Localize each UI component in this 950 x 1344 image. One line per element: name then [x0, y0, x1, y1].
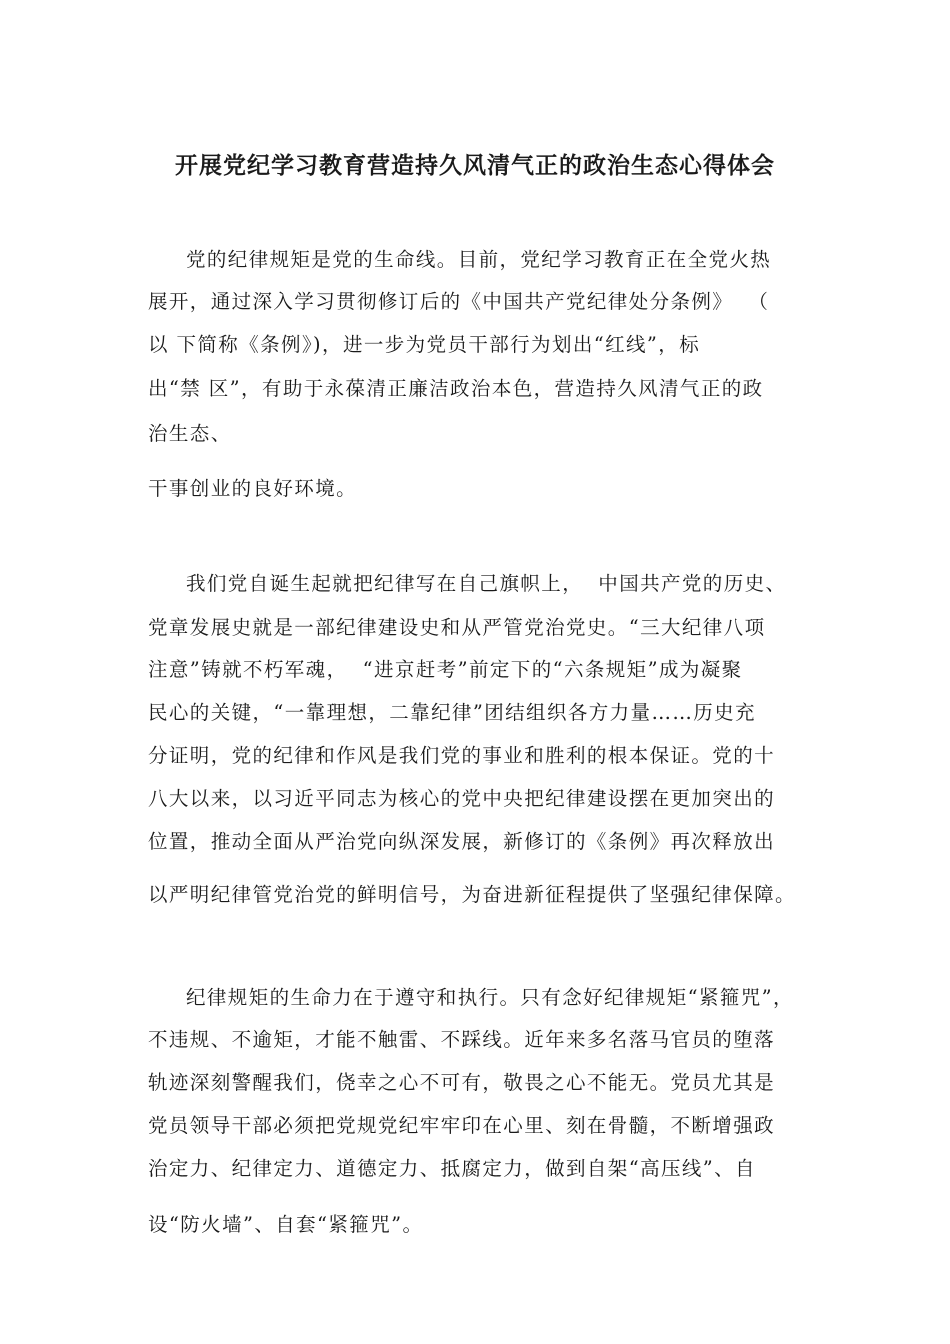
paragraph-2-line-3: 注意”铸就不朽军魂， “进京赶考”前定下的“六条规矩”成为凝聚	[148, 658, 743, 681]
paragraph-1-line-1: 党的纪律规矩是党的生命线。目前，党纪学习教育正在全党火热	[186, 248, 772, 271]
paragraph-3-line-3: 轨迹深刻警醒我们，侥幸之心不可有，敬畏之心不能无。党员尤其是	[148, 1071, 776, 1094]
paragraph-3-line-6: 设“防火墙”、自套“紧箍咒”。	[148, 1213, 424, 1236]
paragraph-2-line-8: 以严明纪律管党治党的鲜明信号，为奋进新征程提供了坚强纪律保障。	[148, 883, 796, 906]
paragraph-2-line-4: 民心的关键，“一靠理想，二靠纪律”团结组织各方力量……历史充	[148, 701, 756, 724]
paragraph-3-line-4: 党员领导干部必须把党规党纪牢牢印在心里、刻在骨髓，不断增强政	[148, 1114, 776, 1137]
document-title: 开展党纪学习教育营造持久风清气正的政治生态心得体会	[175, 153, 775, 179]
paragraph-2-line-5: 分证明，党的纪律和作风是我们党的事业和胜利的根本保证。党的十	[148, 744, 776, 767]
paragraph-2-line-6: 八大以来，以习近平同志为核心的党中央把纪律建设摆在更加突出的	[148, 787, 776, 810]
paragraph-1-line-4: 出“禁 区”，有助于永葆清正廉洁政治本色，营造持久风清气正的政	[148, 377, 764, 400]
paragraph-3-line-2: 不违规、不逾矩，才能不触雷、不踩线。近年来多名落马官员的堕落	[148, 1028, 776, 1051]
paragraph-1-line-3: 以 下简称《条例》)，进一步为党员干部行为划出“红线”，标	[148, 333, 701, 356]
paragraph-3-line-5: 治定力、纪律定力、道德定力、抵腐定力，做到自架“高压线”、自	[148, 1157, 756, 1180]
paragraph-2-line-2: 党章发展史就是一部纪律建设史和从严管党治党史。“三大纪律八项	[148, 616, 766, 639]
paragraph-1-line-6: 干事创业的良好环境。	[148, 477, 358, 500]
paragraph-1-line-2: 展开，通过深入学习贯彻修订后的《中国共产党纪律处分条例》 （	[148, 290, 770, 313]
paragraph-1-line-5: 治生态、	[148, 422, 232, 445]
paragraph-2-line-1: 我们党自诞生起就把纪律写在自己旗帜上， 中国共产党的历史、	[186, 572, 787, 595]
paragraph-2-line-7: 位置，推动全面从严治党向纵深发展，新修订的《条例》再次释放出	[148, 830, 776, 853]
paragraph-3-line-1: 纪律规矩的生命力在于遵守和执行。只有念好纪律规矩“紧箍咒”，	[186, 986, 794, 1009]
